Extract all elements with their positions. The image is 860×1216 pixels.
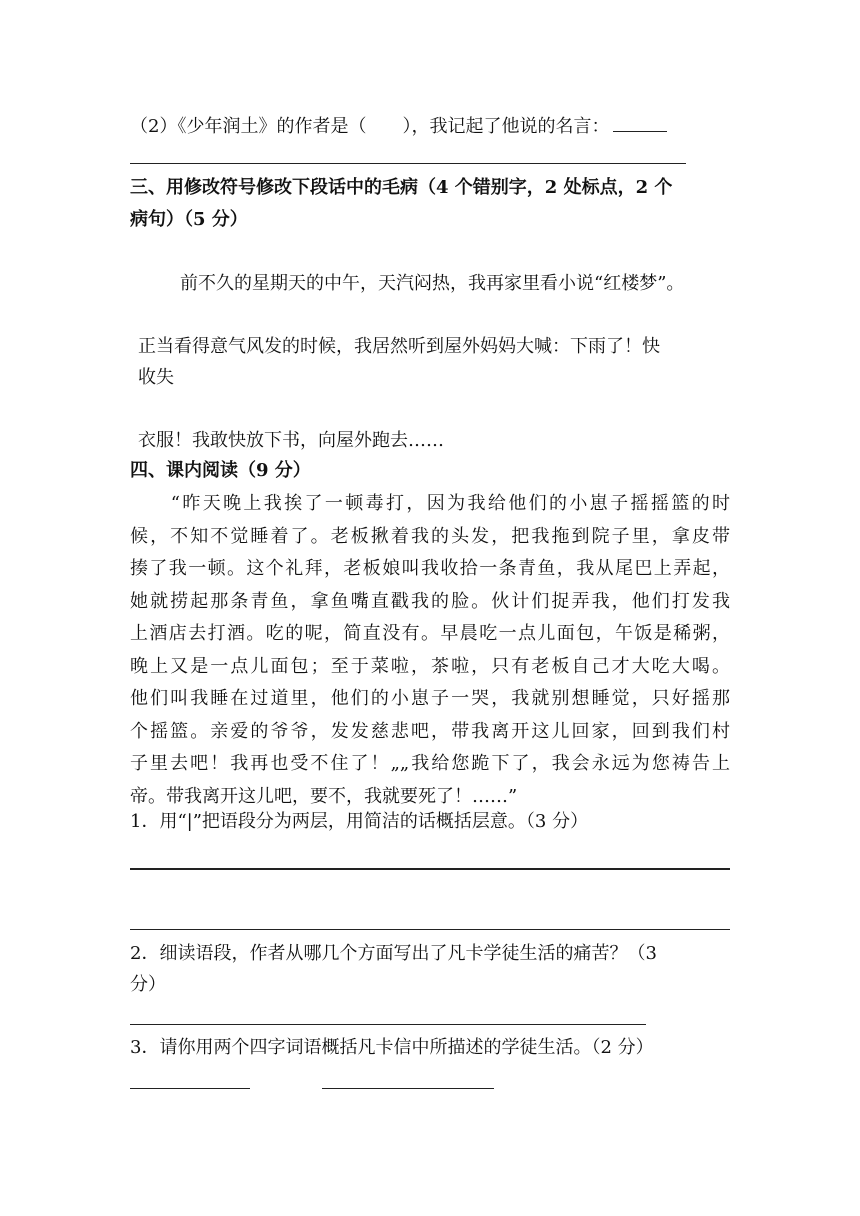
answer-line: [130, 868, 730, 870]
answer-blank: [322, 1088, 494, 1089]
passage-line: 晚上又是一点儿面包；至于菜啦，茶啦，只有老板自己才大吃大喝。: [130, 655, 730, 677]
passage-line: 揍了我一顿。这个礼拜，老板娘叫我收拾一条青鱼，我从尾巴上弄起，: [130, 558, 730, 579]
section-4-title: 四、课内阅读（9 分）: [130, 460, 311, 481]
answer-blank: [613, 111, 667, 132]
passage-line: 她就捞起那条青鱼，拿鱼嘴直戳我的脸。伙计们捉弄我，他们打发我: [130, 590, 730, 612]
answer-line: [130, 929, 730, 930]
passage-line: 上酒店去打酒。吃的呢，简直没有。早晨吃一点儿面包，午饭是稀粥，: [130, 623, 730, 644]
reading-passage: [130, 488, 730, 813]
passage-line: 帝。带我离开这儿吧，要不，我就要死了！……”: [130, 785, 518, 807]
answer-blank: [130, 1088, 250, 1089]
section-3-text-line: 前不久的星期天的中午，天汽闷热，我再家里看小说“红楼梦”。: [180, 273, 685, 294]
question-2-line: [130, 111, 667, 139]
section-3-title-cont: 病句）（5 分）: [130, 209, 248, 230]
reading-question-2: 2．细读语段，作者从哪几个方面写出了凡卡学徒生活的痛苦？（3: [130, 943, 657, 964]
answer-line: [130, 1024, 646, 1025]
passage-line: 子里去吧！我再也受不住了！„„我给您跪下了，我会永远为您祷告上: [130, 753, 730, 774]
reading-question-2-cont: 分）: [130, 974, 166, 995]
answer-line: [130, 163, 686, 164]
passage-line: 个摇篮。亲爱的爷爷，发发慈悲吧，带我离开这儿回家，回到我们村: [130, 720, 730, 742]
passage-line: 他们叫我睡在过道里，他们的小崽子一哭，我就别想睡觉，只好摇那: [130, 688, 730, 709]
passage-line: “昨天晚上我挨了一顿毒打，因为我给他们的小崽子摇摇篮的时: [130, 493, 730, 514]
reading-question-1: 1．用“|”把语段分为两层，用简洁的话概括层意。（3 分）: [130, 811, 589, 832]
section-3-text-line: 收失: [138, 367, 174, 388]
question-2-text: （2）《少年润土》的作者是（ ），我记起了他说的名言：: [130, 116, 610, 137]
section-3-text-line: 衣服！我敢快放下书，向屋外跑去……: [138, 430, 444, 451]
reading-question-3: 3．请你用两个四字词语概括凡卡信中所描述的学徒生活。（2 分）: [130, 1037, 654, 1058]
section-3-title: 三、用修改符号修改下段话中的毛病（4 个错别字，2 处标点，2 个: [130, 177, 673, 198]
passage-line: 候，不知不觉睡着了。老板揪着我的头发，把我拖到院子里，拿皮带: [130, 525, 730, 547]
section-3-text-line: 正当看得意气风发的时候，我居然听到屋外妈妈大喊：下雨了！快: [138, 336, 660, 357]
